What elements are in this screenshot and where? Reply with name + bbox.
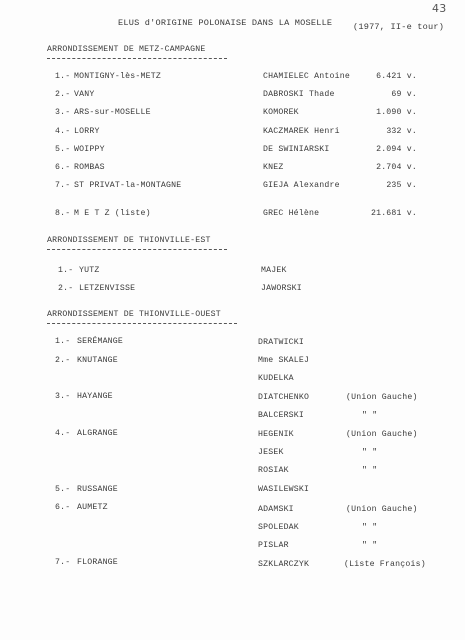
elected-name: ROSIAK — [258, 466, 289, 475]
row-number: 3.- — [55, 392, 71, 401]
row-number: 1.- — [55, 337, 71, 346]
elected-name: DABROSKI Thade — [263, 90, 335, 99]
elected-name: Mme SKALEJ — [258, 356, 310, 365]
list-note: (Union Gauche) — [346, 393, 418, 402]
page-number: 43 — [432, 2, 447, 15]
commune-name: AUMETZ — [77, 503, 108, 512]
row-number: 6.- — [55, 503, 71, 512]
section-heading-thionville-ouest: ARRONDISSEMENT DE THIONVILLE-OUEST — [47, 310, 221, 319]
commune-name: SERÉMANGE — [77, 337, 124, 346]
elected-name: GREC Hélène — [263, 209, 320, 218]
commune-name: LORRY — [74, 127, 100, 136]
ditto-mark: " " — [362, 523, 378, 532]
vote-count: 6.421 v. — [376, 72, 417, 81]
row-number: 4.- — [55, 429, 71, 438]
elected-name: KOMOREK — [263, 108, 299, 117]
row-number: 4.- — [55, 127, 71, 136]
elected-name: BALCERSKI — [258, 411, 305, 420]
commune-name: ROMBAS — [74, 163, 105, 172]
row-number: 1.- — [55, 72, 71, 81]
row-number: 5.- — [55, 145, 71, 154]
row-number: 8.- — [55, 209, 71, 218]
commune-name: FLORANGE — [77, 558, 118, 567]
commune-name: VANY — [74, 90, 95, 99]
commune-name: HAYANGE — [77, 392, 113, 401]
ditto-mark: " " — [362, 448, 378, 457]
row-number: 2.- — [55, 90, 71, 99]
commune-name: ST PRIVAT-la-MONTAGNE — [74, 181, 182, 190]
commune-name: MONTIGNY-lès-METZ — [74, 72, 161, 81]
vote-count: 21.681 v. — [370, 209, 417, 218]
document-title: ELUS d'ORIGINE POLONAISE DANS LA MOSELLE — [118, 18, 333, 28]
vote-count: 2.094 v. — [376, 145, 417, 154]
commune-name: M E T Z (liste) — [74, 209, 151, 218]
heading-underline — [47, 323, 237, 324]
commune-name: KNUTANGE — [77, 356, 118, 365]
vote-count: 332 v. — [386, 127, 417, 136]
document-subtitle: (1977, II-e tour) — [353, 22, 445, 32]
list-note: (Liste François) — [344, 560, 426, 569]
elected-name: DIATCHENKO — [258, 393, 310, 402]
elected-name: ADAMSKI — [258, 505, 294, 514]
row-number: 2.- — [55, 356, 71, 365]
elected-name: JESEK — [258, 448, 284, 457]
commune-name: ARS-sur-MOSELLE — [74, 108, 151, 117]
ditto-mark: " " — [362, 466, 378, 475]
list-note: (Union Gauche) — [346, 430, 418, 439]
commune-name: LETZENVISSE — [79, 284, 136, 293]
elected-name: KNEZ — [263, 163, 284, 172]
row-number: 7.- — [55, 181, 71, 190]
elected-name: KUDELKA — [258, 374, 294, 383]
row-number: 3.- — [55, 108, 71, 117]
section-heading-thionville-est: ARRONDISSEMENT DE THIONVILLE-EST — [47, 236, 211, 245]
row-number: 7.- — [55, 558, 71, 567]
section-heading-metz-campagne: ARRONDISSEMENT DE METZ-CAMPAGNE — [47, 45, 206, 54]
commune-name: WOIPPY — [74, 145, 105, 154]
elected-name: DE SWINIARSKI — [263, 145, 330, 154]
heading-underline — [47, 249, 227, 250]
commune-name: ALGRANGE — [77, 429, 118, 438]
row-number: 1.- — [58, 266, 74, 275]
commune-name: YUTZ — [79, 266, 100, 275]
elected-name: JAWORSKI — [261, 284, 302, 293]
vote-count: 1.090 v. — [376, 108, 417, 117]
vote-count: 235 v. — [386, 181, 417, 190]
row-number: 6.- — [55, 163, 71, 172]
ditto-mark: " " — [362, 411, 378, 420]
elected-name: MAJEK — [261, 266, 287, 275]
row-number: 5.- — [55, 485, 71, 494]
elected-name: KACZMAREK Henri — [263, 127, 340, 136]
heading-underline — [47, 58, 227, 59]
elected-name: WASILEWSKI — [258, 485, 310, 494]
ditto-mark: " " — [362, 541, 378, 550]
vote-count: 69 v. — [391, 90, 417, 99]
elected-name: PISLAR — [258, 541, 289, 550]
list-note: (Union Gauche) — [346, 505, 418, 514]
elected-name: DRATWICKI — [258, 338, 305, 347]
elected-name: GIEJA Alexandre — [263, 181, 340, 190]
elected-name: SZKLARCZYK — [258, 560, 310, 569]
vote-count: 2.704 v. — [376, 163, 417, 172]
elected-name: SPOLEDAK — [258, 523, 299, 532]
elected-name: HEGENIK — [258, 430, 294, 439]
commune-name: RUSSANGE — [77, 485, 118, 494]
row-number: 2.- — [58, 284, 74, 293]
elected-name: CHAMIELEC Antoine — [263, 72, 350, 81]
